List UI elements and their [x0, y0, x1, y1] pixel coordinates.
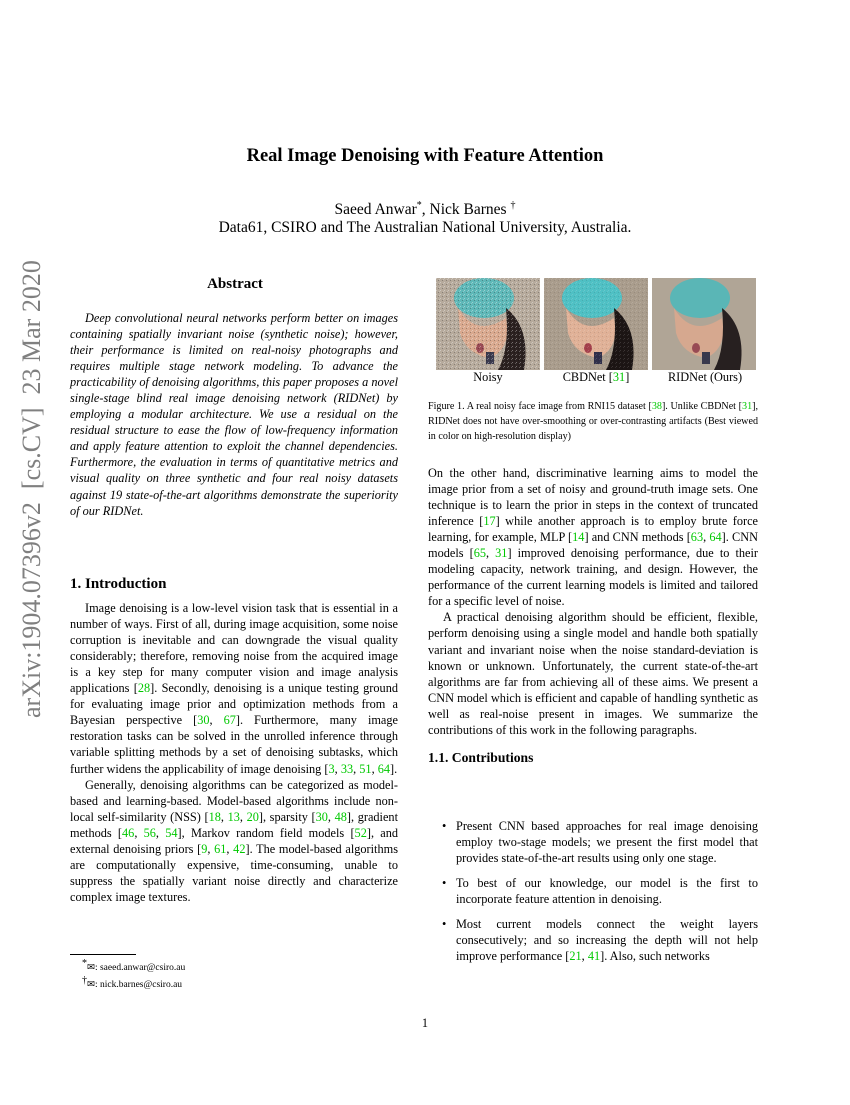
citation[interactable]: 9 — [201, 841, 208, 856]
footnote-1: *✉: saeed.anwar@csiro.au — [82, 958, 186, 974]
figure-1-images — [436, 278, 756, 370]
citation[interactable]: 14 — [572, 530, 585, 545]
citation[interactable]: 48 — [334, 809, 347, 824]
citation[interactable]: 38 — [651, 401, 662, 412]
author-2-mark: † — [510, 200, 516, 211]
citation[interactable]: 64 — [377, 761, 391, 776]
bullet-icon: • — [442, 819, 447, 833]
figure-label-ridnet: RIDNet (Ours) — [667, 370, 743, 384]
introduction-heading: 1. Introduction — [70, 576, 167, 592]
citation[interactable]: 63 — [690, 530, 704, 545]
authors — [0, 200, 850, 219]
footnotes — [70, 958, 400, 991]
citation[interactable]: 31 — [742, 401, 753, 412]
citation[interactable]: 28 — [137, 681, 151, 696]
contribution-item: • Most current models connect the weight layers consecutively; and so increasing the depth will not help improve performance [21, 41]. Also, such networks — [442, 917, 758, 964]
figure-image-cbdnet — [544, 278, 648, 370]
citation[interactable]: 67 — [223, 713, 236, 728]
citation[interactable]: 21 — [569, 949, 582, 964]
intro-paragraph-1: Image denoising is a low-level vision task that is essential in a number of ways. First of all, during image acquisition, some noise corruption is inevitable and can downgrade the visual quality considerably; therefore, removing noise from the acquired image is a key step for many computer vision and image analysis applications [28]. Secondly, denoising is a unique testing ground for evaluating image prior and optimization methods from a Bayesian perspective [30, 67]. Furthermore, many image restoration tasks can be solved in the unrolled inference through variable splitting methods by a set of denoising subtasks, which further widens the applicability of image denoising [3, 33, 51, 64]. — [70, 601, 398, 776]
contribution-item: • Present CNN based approaches for real image denoising employ two-stage models; we present the first model that provides state-of-the-art results using only one stage. — [442, 819, 758, 866]
citation[interactable]: 30 — [197, 713, 210, 728]
citation[interactable]: 52 — [354, 825, 367, 840]
citation[interactable]: 54 — [165, 825, 178, 840]
contributions-heading: 1.1. Contributions — [428, 749, 534, 765]
footnote-rule — [70, 954, 136, 955]
figure-image-noisy — [436, 278, 540, 370]
bullet-icon: • — [442, 917, 447, 932]
contribution-item: • To best of our knowledge, our model is the first to incorporate feature attention in denoising. — [442, 876, 758, 907]
figure-label-cbdnet: CBDNet [31] — [562, 370, 630, 384]
right-column-body — [428, 465, 758, 766]
citation[interactable]: 33 — [340, 761, 354, 776]
figure-1-caption: Figure 1. A real noisy face image from RNI15 dataset [38]. Unlike CBDNet [31], RIDNet does not have over-smoothing or over-contrasting artifacts (Best viewed in color on high-resolution display) — [428, 401, 759, 442]
citation[interactable]: 31 — [495, 546, 508, 561]
citation[interactable]: 42 — [233, 841, 246, 856]
author-1: Saeed Anwar — [334, 201, 417, 219]
citation[interactable]: 3 — [328, 761, 335, 776]
author-separator: , — [421, 201, 430, 219]
citation[interactable]: 51 — [359, 761, 372, 776]
figure-label-noisy: Noisy — [473, 370, 503, 384]
citation[interactable]: 64 — [709, 530, 722, 545]
page-number: 1 — [421, 1016, 429, 1030]
citation[interactable]: 13 — [227, 809, 240, 824]
citation[interactable]: 18 — [208, 809, 221, 824]
intro-paragraph-2: Generally, denoising algorithms can be categorized as model-based and learning-based. Model-based algorithms include non-local self-similarity (NSS) [18, 13, 20], sparsity [30, 48], gradient methods [46, 56, 54], Markov random field models [52], and external denoising priors [9, 61, 42]. The model-based algorithms are computationally expensive, time-consuming, unable to suppress the spatially variant noise directly and characterize complex image textures. — [70, 777, 399, 904]
right-paragraph-2: A practical denoising algorithm should be efficient, flexible, perform denoising using a single model and handle both spatially variant and invariant noise when the noise standard-deviation is known or unknown. Unfortunately, the current state-of-the-art algorithms are far from achieving all of these aims. We present a CNN model which is efficient and capable of handling synthetic as well as real-noise present in images. We summarize the contributions of this work in the following paragraphs. — [428, 610, 758, 737]
abstract-body — [70, 310, 398, 519]
figure-image-ridnet — [652, 278, 756, 370]
author-2: Nick Barnes — [429, 201, 507, 219]
paper-title: Real Image Denoising with Feature Attention — [246, 146, 604, 166]
citation[interactable]: 46 — [122, 825, 135, 840]
citation[interactable]: 17 — [483, 514, 496, 529]
contributions-list — [428, 818, 758, 973]
author-1-mark: * — [416, 200, 422, 211]
footnote-2: †✉: nick.barnes@csiro.au — [82, 974, 183, 990]
bullet-icon: • — [442, 876, 447, 891]
introduction-section — [70, 576, 398, 905]
citation[interactable]: 31 — [612, 370, 626, 384]
citation[interactable]: 65 — [473, 546, 486, 561]
citation[interactable]: 30 — [315, 809, 328, 824]
citation[interactable]: 61 — [214, 841, 227, 856]
right-paragraph-1: On the other hand, discriminative learning aims to model the image prior from a set of noisy and ground-truth image sets. One technique is to learn the prior in steps in the context of truncated inference [17] while another approach is to employ brute force learning, for example, MLP [14] and CNN methods [63, 64]. CNN models [65, 31] improved denoising performance, due to their modeling capacity, network training, and design. However, the performance of the current learning models is limited and tailored for a specific level of noise. — [428, 466, 758, 609]
abstract-text: Deep convolutional neural networks perform better on images containing spatially invariant noise (synthetic noise); however, their performance is limited on real-noisy photographs and requires multiple stage network modeling. To advance the practicability of denoising algorithms, this paper proposes a novel single-stage blind real image denoising network (RIDNet) by employing a modular architecture. We use a residual on the residual structure to ease the flow of low-frequency information and apply feature attention to exploit the channel dependencies. Furthermore, the evaluation in terms of quantitative metrics and visual quality on three synthetic and four real noisy datasets against 19 state-of-the-art algorithms demonstrate the superiority of our RIDNet. — [70, 311, 398, 518]
citation[interactable]: 41 — [587, 949, 601, 964]
citation[interactable]: 20 — [246, 809, 259, 824]
citation[interactable]: 56 — [143, 825, 156, 840]
arxiv-stamp-text: arXiv:1904.07396v2 [cs.CV] 23 Mar 2020 — [17, 260, 46, 718]
abstract-heading: Abstract — [207, 276, 263, 292]
affiliation: Data61, CSIRO and The Australian National University, Australia. — [218, 219, 632, 236]
